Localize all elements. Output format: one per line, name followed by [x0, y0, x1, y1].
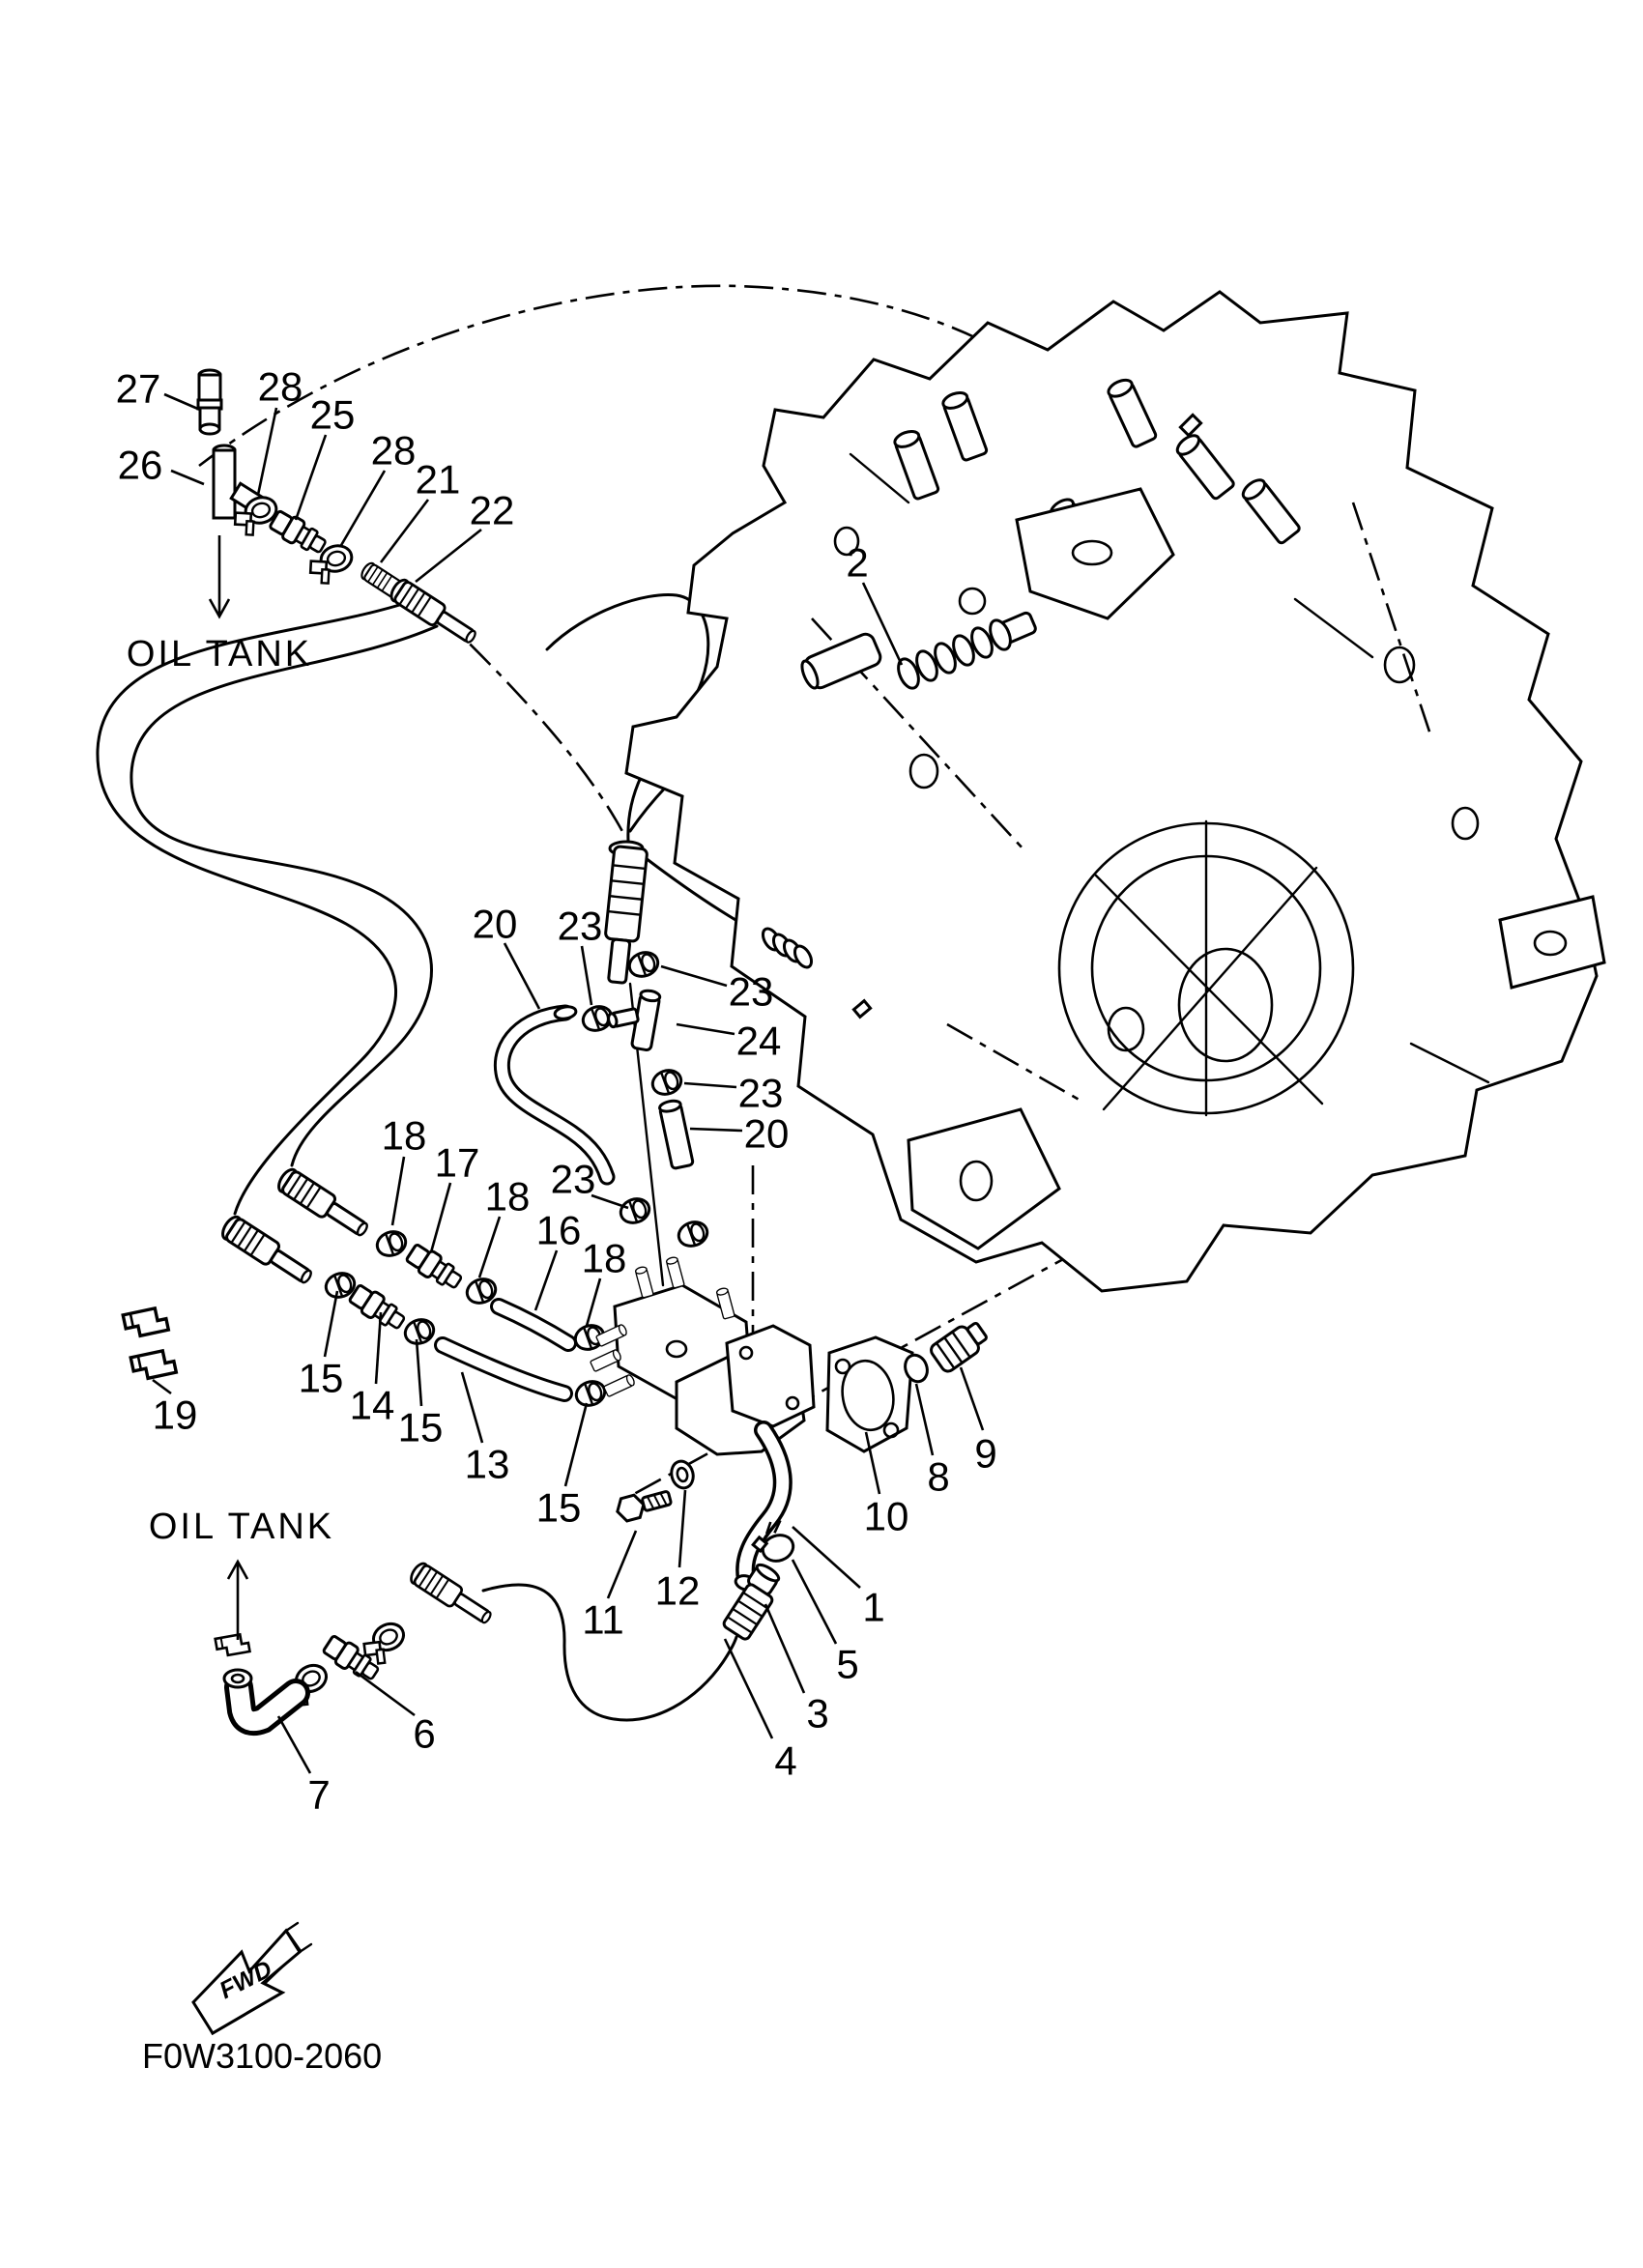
callout-leader-4 — [725, 1639, 772, 1738]
callout-leader-8 — [916, 1384, 933, 1455]
oil-tank-layer — [127, 535, 334, 1640]
callout-leader-21 — [381, 500, 428, 562]
part-callout-15: 15 — [397, 1404, 444, 1450]
part-callout-23: 23 — [728, 968, 774, 1015]
part-callout-9: 9 — [974, 1430, 997, 1477]
part-callout-19: 19 — [152, 1392, 198, 1438]
part-callout-8: 8 — [927, 1453, 950, 1500]
callout-leader-16 — [535, 1250, 557, 1310]
fwd-arrow-icon — [193, 1923, 311, 2033]
tank-return-hose-drawing — [216, 1561, 496, 1721]
part-callout-21: 21 — [415, 456, 461, 502]
callout-leader-12 — [679, 1490, 685, 1567]
callout-leader-18 — [479, 1217, 500, 1278]
diagram-code: F0W3100-2060 — [142, 2036, 383, 2076]
callout-leader-13 — [462, 1372, 482, 1443]
callout-leader-5 — [793, 1560, 836, 1644]
part-callout-2: 2 — [846, 539, 869, 586]
cable-end-3-4 — [722, 1562, 781, 1641]
part-callout-24: 24 — [735, 1018, 782, 1064]
part-callout-10: 10 — [863, 1493, 909, 1539]
part-callout-23: 23 — [557, 903, 603, 949]
part-callout-11: 11 — [582, 1596, 624, 1643]
part-callout-5: 5 — [836, 1641, 859, 1687]
callout-leader-23 — [684, 1083, 736, 1087]
part-callout-6: 6 — [413, 1710, 436, 1757]
part-callout-15: 15 — [535, 1484, 582, 1531]
callout-leader-20 — [690, 1129, 742, 1131]
part-callout-4: 4 — [774, 1737, 797, 1784]
part-callout-18: 18 — [381, 1112, 427, 1159]
oil-tank-label-1: OIL TANK — [126, 634, 313, 675]
part-callout-26: 26 — [117, 442, 163, 488]
callout-leader-23 — [582, 946, 591, 1005]
callout-leader-11 — [608, 1531, 636, 1598]
callout-leader-22 — [416, 530, 481, 582]
callout-leader-24 — [677, 1024, 735, 1034]
part-callout-15: 15 — [298, 1355, 344, 1401]
callout-leader-20 — [504, 943, 539, 1009]
callout-leader-3 — [765, 1604, 804, 1693]
part-callout-13: 13 — [464, 1441, 510, 1487]
part-callout-18: 18 — [581, 1235, 627, 1281]
callout-leader-23 — [661, 966, 727, 986]
part-callout-28: 28 — [370, 427, 417, 474]
part-callout-16: 16 — [535, 1207, 582, 1253]
callout-leader-18 — [587, 1278, 600, 1326]
callout-leader-17 — [431, 1183, 450, 1252]
callout-leader-18 — [392, 1157, 404, 1225]
part-callout-17: 17 — [434, 1139, 480, 1186]
callout-leader-28 — [340, 471, 385, 547]
part-callout-14: 14 — [349, 1382, 395, 1428]
callout-leader-23 — [591, 1195, 628, 1208]
oil-tank-label-2: OIL TANK — [148, 1507, 335, 1547]
part-callout-1: 1 — [862, 1584, 885, 1630]
bolt-11 — [615, 1486, 673, 1523]
part-callout-7: 7 — [307, 1771, 331, 1818]
part-callout-28: 28 — [257, 363, 303, 410]
callout-leader-25 — [296, 435, 326, 520]
callout-leader-15 — [325, 1291, 337, 1357]
callout-leader-9 — [961, 1367, 983, 1430]
callout-leader-28 — [258, 408, 276, 495]
hose-row-parts-drawing — [123, 1166, 608, 1409]
part-callout-3: 3 — [806, 1690, 829, 1737]
callout-leader-15 — [417, 1339, 421, 1406]
fwd-arrow-label: FWD — [215, 1955, 277, 2005]
part-callout-18: 18 — [484, 1173, 531, 1220]
callout-leader-15 — [565, 1403, 587, 1486]
plug-9 — [929, 1317, 991, 1373]
callout-leader-26 — [171, 471, 204, 484]
part-callout-25: 25 — [309, 391, 356, 438]
part-callout-23: 23 — [550, 1156, 596, 1202]
oil-tube-parts-drawing — [502, 949, 710, 1250]
part-callout-20: 20 — [743, 1110, 790, 1157]
part-callout-27: 27 — [115, 365, 161, 412]
callout-leader-7 — [278, 1716, 310, 1773]
callout-leader-14 — [376, 1312, 381, 1384]
callout-leader-27 — [164, 394, 200, 410]
part-callout-23: 23 — [737, 1070, 784, 1116]
gasket-10 — [827, 1337, 912, 1451]
part-callout-22: 22 — [469, 487, 515, 533]
part-callout-20: 20 — [472, 901, 518, 947]
part-callout-12: 12 — [654, 1567, 701, 1614]
callout-leader-6 — [356, 1672, 415, 1715]
